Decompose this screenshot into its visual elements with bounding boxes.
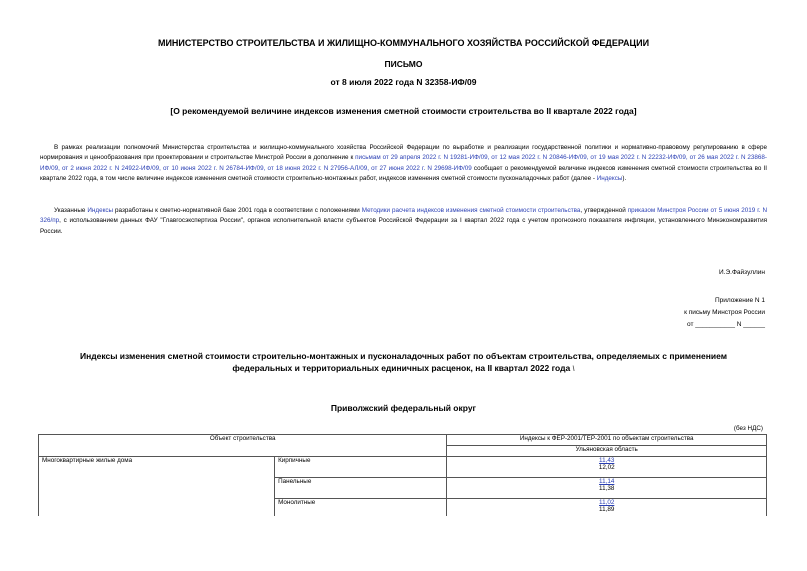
paragraph-2-text-4: , с использованием данных ФАУ "Главгосэкспертиза России", органов исполнительной власти субъектов Российской Федерации за I квартал 2022 года с учетом прогнозного показателя инфляции, установленного Минэкономразвития России. <box>40 217 767 235</box>
methodology-link[interactable]: Методики расчета индексов изменения сметной стоимости строительства <box>361 207 581 214</box>
paragraph-2-text: Указанные <box>54 207 88 214</box>
index-value-link[interactable]: 11,02 <box>599 499 615 506</box>
index-value: 12,02 <box>598 464 615 471</box>
indexes-link-2[interactable]: Индексы <box>87 207 114 214</box>
doc-subject: [О рекомендуемой величине индексов изменения сметной стоимости строительства во II квартале 2022 года] <box>170 106 637 116</box>
table-title <box>60 350 747 376</box>
appendix-line-1: Приложение N 1 <box>714 297 765 304</box>
letters-link[interactable]: письмам от 29 апреля 2022 г. N 19281-ИФ/09, от 12 мая 2022 г. N 20846-ИФ/09, от 19 мая 2022 г. N 22232-ИФ/09, от 26 мая 2022 г. N 23868-ИФ/09, от 2 июня 2022 г. N 24922-ИФ/09, от 10 июня 2022 г. N 26784-ИФ/09, от 18 июня 2022 г. N 27956-АЛ/09, от 27 июня 2022 г. N 29698-ИФ/09 <box>40 154 768 172</box>
doc-date-number: от 8 июля 2022 года N 32358-ИФ/09 <box>330 77 477 87</box>
table-title-mark: \ <box>572 366 575 373</box>
vat-note: (без НДС) <box>733 425 763 432</box>
paragraph-1-text-2: сообщает о рекомендуемой величине индексов изменения сметной стоимости строительства во II квартале 2022 года, в том числе величине индексов изменения сметной стоимости строительно-монтажных работ, индексов изменения сметной стоимости пусконаладочных работ (далее - <box>40 164 767 183</box>
order-link[interactable]: приказом Минстроя России от 5 июня 2019 г. N 326/пр <box>40 207 767 225</box>
ministry-title: МИНИСТЕРСТВО СТРОИТЕЛЬСТВА И ЖИЛИЩНО-КОММУНАЛЬНОГО ХОЗЯЙСТВА РОССИЙСКОЙ ФЕДЕРАЦИИ <box>157 38 650 48</box>
doc-type: ПИСЬМО <box>384 59 423 69</box>
paragraph-2-text-3: , утвержденной <box>580 207 628 214</box>
index-values <box>447 478 767 499</box>
col-object-header: Объект строительства <box>39 435 447 457</box>
index-value: 11,89 <box>599 506 615 513</box>
object-type: Кирпичные <box>275 457 447 478</box>
table-header-row <box>39 435 767 446</box>
paragraph-1-text-3: ). <box>622 175 627 183</box>
index-table <box>38 434 767 520</box>
index-value-link[interactable]: 11,14 <box>599 478 615 485</box>
appendix-line-3: от ___________ N ______ <box>686 321 765 328</box>
index-value-link[interactable]: 11,43 <box>599 457 615 464</box>
object-type: Монолитные <box>275 499 447 520</box>
paragraph-2-text-2: разработаны к сметно-нормативной базе 2001 года в соответствии с положениями <box>113 207 362 214</box>
table-title-text: Индексы изменения сметной стоимости строительно-монтажных и пусконаладочных работ по объектам строительства, определяемых с применением федеральных и территориальных единичных расценок, на II квартал 2022 года <box>79 351 728 373</box>
paragraph-2 <box>40 206 767 237</box>
indexes-link[interactable]: Индексы <box>596 175 623 183</box>
appendix-line-2: к письму Минстроя России <box>684 309 765 316</box>
signature: И.Э.Файзуллин <box>719 269 765 276</box>
index-values <box>447 457 767 478</box>
paragraph-1 <box>40 143 767 185</box>
region-title: Приволжский федеральный округ <box>330 403 477 413</box>
col-index-header: Индексы к ФЕР-2001/ТЕР-2001 по объектам строительства <box>447 435 767 446</box>
page-bottom-whitespace <box>0 516 807 571</box>
region-subheader: Ульяновская область <box>447 446 767 457</box>
table-row <box>39 457 767 478</box>
index-value: 11,38 <box>599 485 615 492</box>
object-cell: Многоквартирные жилые дома <box>39 457 275 520</box>
paragraph-1-text: В рамках реализации полномочий Министерства строительства и жилищно-коммунального хозяйства Российской Федерации по выработке и реализации государственной политики и нормативно-правовому регулированию в сфере нормирования и ценообразования при проектировании и строительстве Минстрой России в дополнение к <box>40 144 767 162</box>
object-type: Панельные <box>275 478 447 499</box>
